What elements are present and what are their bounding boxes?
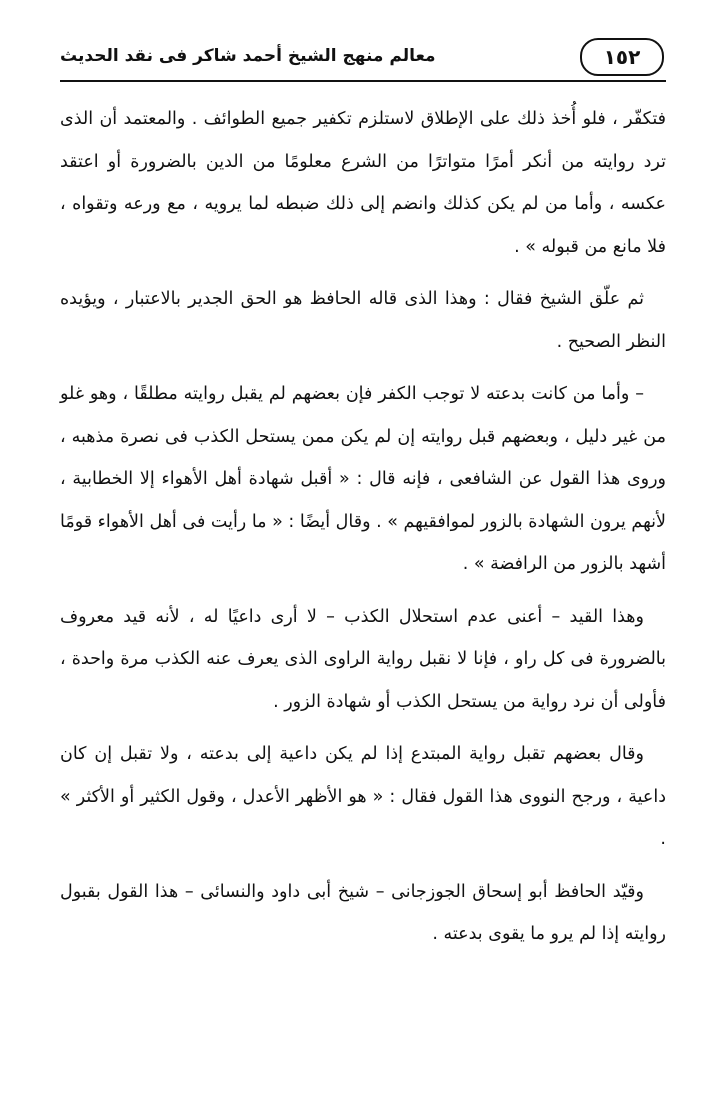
- paragraph-condition: وهذا القيد – أعنى عدم استحلال الكذب – لا أرى داعيًا له ، لأنه قيد معروف بالضرورة فى كل راو ، فإنا لا نقبل رواية الراوى الذى يعرف عنه الكذب مرة واحدة ، فأولى أن نرد رواية من يستحل الكذب أو شهادة الزور .: [60, 606, 666, 712]
- body-text: [60, 98, 666, 956]
- paragraph-continuation: فتكفّر ، فلو أُخذ ذلك على الإطلاق لاستلزم تكفير جميع الطوائف . والمعتمد أن الذى ترد روايته من أنكر أمرًا متواترًا من الشرع معلومًا من الدين بالضرورة أو اعتقد عكسه ، وأما من لم يكن كذلك وانضم إلى ذلك ضبطه لما يرويه ، مع ورعه وتقواه ، فلا مانع من قبوله » .: [60, 109, 666, 257]
- page-number: ١٥٢: [580, 38, 664, 76]
- page-header: [60, 40, 666, 82]
- paragraph-jawzajani: وقيّد الحافظ أبو إسحاق الجوزجانى – شيخ أبى داود والنسائى – هذا القول بقبول روايته إذا لم يرو ما يقوى بدعته .: [60, 881, 666, 944]
- paragraph-daiyah: وقال بعضهم تقبل رواية المبتدع إذا لم يكن داعية إلى بدعته ، ولا تقبل إن كان داعية ، ورجح النووى هذا القول فقال : « هو الأظهر الأعدل ، وقول الكثير أو الأكثر » .: [60, 744, 666, 849]
- header-rule: [60, 80, 666, 82]
- running-title: معالم منهج الشيخ أحمد شاكر فى نقد الحديث: [60, 46, 436, 66]
- paragraph-non-kufr-innovation: – وأما من كانت بدعته لا توجب الكفر فإن بعضهم لم يقبل روايته مطلقًا ، وهو غلو من غير دليل ، وبعضهم قبل روايته إن لم يكن ممن يستحل الكذب فى نصرة مذهبه ، وروى هذا القول عن الشافعى ، فإنه قال : « أقبل شهادة أهل الأهواء إلا الخطابية ، لأنهم يرون الشهادة بالزور لموافقيهم » . وقال أيضًا : « ما رأيت فى أهل الأهواء قومًا أشهد بالزور من الرافضة » .: [60, 384, 666, 574]
- paragraph-sheikh-comment: ثم علّق الشيخ فقال : وهذا الذى قاله الحافظ هو الحق الجدير بالاعتبار ، ويؤيده النظر الصحيح .: [60, 289, 666, 352]
